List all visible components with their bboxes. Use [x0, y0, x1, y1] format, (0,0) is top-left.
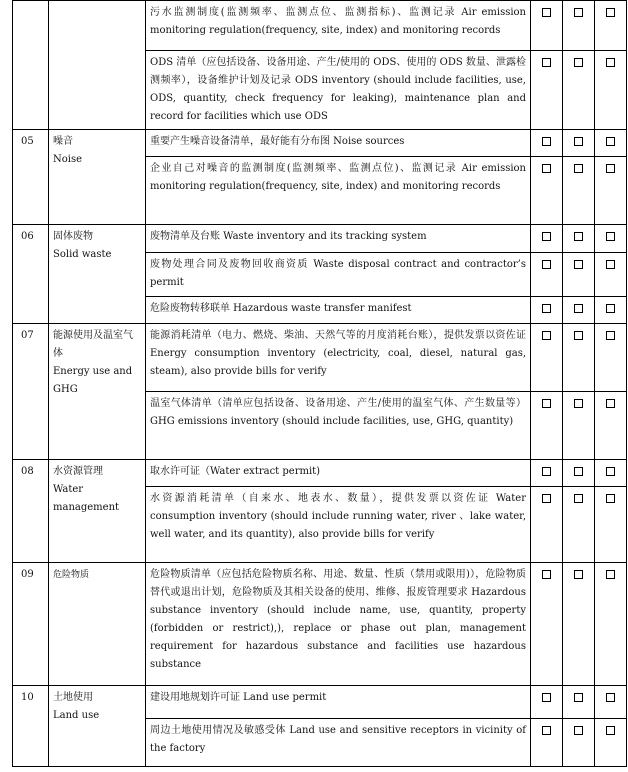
checkbox-cell	[531, 460, 563, 487]
checkbox-icon[interactable]	[574, 164, 583, 173]
category-en: Water management	[53, 484, 120, 513]
table-row	[13, 225, 627, 253]
requirement-text: 取水许可证（Water extract permit)	[146, 460, 531, 487]
checkbox-icon[interactable]	[542, 164, 551, 173]
checkbox-icon[interactable]	[606, 164, 615, 173]
checkbox-cell	[595, 225, 627, 253]
checkbox-cell	[531, 253, 563, 297]
category-en: Land use	[53, 710, 100, 721]
checkbox-cell	[531, 563, 563, 686]
requirement-text: 温室气体清单（清单应包括设备、设备用途、产生/使用的温室气体、产生数量等） GHG emissions inventory (should include facilities, use, GHG, quantity)	[146, 392, 531, 460]
checkbox-icon[interactable]	[606, 726, 615, 735]
checkbox-cell	[531, 487, 563, 563]
checkbox-cell	[595, 686, 627, 719]
checkbox-icon[interactable]	[606, 304, 615, 313]
checkbox-cell	[531, 157, 563, 225]
section-category	[49, 563, 146, 686]
checkbox-icon[interactable]	[574, 331, 583, 340]
table-row	[13, 324, 627, 392]
checkbox-cell	[563, 324, 595, 392]
checkbox-icon[interactable]	[606, 399, 615, 408]
checkbox-icon[interactable]	[606, 260, 615, 269]
checkbox-cell	[563, 686, 595, 719]
checkbox-icon[interactable]	[542, 693, 551, 702]
checkbox-cell	[531, 686, 563, 719]
checkbox-icon[interactable]	[542, 58, 551, 67]
checkbox-icon[interactable]	[574, 232, 583, 241]
checkbox-cell	[563, 51, 595, 130]
table-row	[13, 563, 627, 686]
checkbox-icon[interactable]	[606, 58, 615, 67]
checkbox-icon[interactable]	[574, 399, 583, 408]
checkbox-cell	[595, 460, 627, 487]
checkbox-cell	[563, 487, 595, 563]
checkbox-icon[interactable]	[574, 467, 583, 476]
checkbox-icon[interactable]	[542, 304, 551, 313]
checkbox-icon[interactable]	[574, 137, 583, 146]
category-zh: 噪音	[53, 136, 73, 147]
checkbox-cell	[595, 1, 627, 51]
checkbox-cell	[563, 225, 595, 253]
section-number: 07	[13, 324, 49, 460]
checkbox-cell	[595, 51, 627, 130]
checkbox-icon[interactable]	[542, 399, 551, 408]
checkbox-cell	[531, 297, 563, 324]
requirement-text: 废物处理合同及废物回收商资质 Waste disposal contract and contractor’s permit	[146, 253, 531, 297]
requirement-text: 能源消耗清单（电力、燃烧、柴油、天然气等的月度消耗台账），提供发票以资佐证 Energy consumption inventory (electricity, coal, diesel, natural gas, steam), also provide bills for verify	[146, 324, 531, 392]
checkbox-icon[interactable]	[606, 693, 615, 702]
checkbox-cell	[595, 392, 627, 460]
section-number: 05	[13, 130, 49, 225]
checkbox-cell	[531, 324, 563, 392]
section-number: 08	[13, 460, 49, 563]
checkbox-cell	[595, 719, 627, 767]
checkbox-icon[interactable]	[574, 58, 583, 67]
section-category	[49, 225, 146, 324]
checkbox-icon[interactable]	[542, 260, 551, 269]
requirement-text: 废物清单及台账 Waste inventory and its tracking system	[146, 225, 531, 253]
checkbox-icon[interactable]	[542, 570, 551, 579]
requirement-text: 建设用地规划许可证 Land use permit	[146, 686, 531, 719]
checkbox-cell	[595, 324, 627, 392]
checkbox-icon[interactable]	[574, 304, 583, 313]
checkbox-cell	[595, 487, 627, 563]
requirement-text: 企业自己对噪音的监测制度(监测频率、监测点位)、监测记录 Air emission monitoring regulation(frequency, site, index) and monitoring records	[146, 157, 531, 225]
checkbox-icon[interactable]	[574, 494, 583, 503]
category-zh: 土地使用	[53, 692, 93, 703]
section-number: 10	[13, 686, 49, 767]
checkbox-icon[interactable]	[542, 494, 551, 503]
table-row	[13, 686, 627, 719]
checkbox-cell	[531, 719, 563, 767]
checkbox-cell	[563, 1, 595, 51]
checkbox-icon[interactable]	[542, 331, 551, 340]
checkbox-icon[interactable]	[606, 570, 615, 579]
checkbox-cell	[563, 297, 595, 324]
checkbox-icon[interactable]	[574, 693, 583, 702]
checkbox-icon[interactable]	[606, 467, 615, 476]
table-row	[13, 1, 627, 51]
requirement-text: 危险物质清单（应包括危险物质名称、用途、数量、性质（禁用或限用)），危险物质替代或退出计划，危险物质及其相关设备的使用、维修、报废管理要求 Hazardous substance inventory (should include name, use, quantity, property (forbidden or restrict),), replace or phase out plan, management requirement for hazardous substance and facilities use hazardous substance	[146, 563, 531, 686]
checklist-body	[13, 1, 627, 767]
checkbox-icon[interactable]	[606, 137, 615, 146]
checkbox-cell	[595, 253, 627, 297]
section-number: 06	[13, 225, 49, 324]
section-category	[49, 324, 146, 460]
checkbox-cell	[563, 253, 595, 297]
checkbox-icon[interactable]	[606, 494, 615, 503]
checkbox-icon[interactable]	[606, 232, 615, 241]
checkbox-cell	[563, 130, 595, 157]
checkbox-cell	[595, 563, 627, 686]
checkbox-cell	[595, 157, 627, 225]
checkbox-icon[interactable]	[574, 260, 583, 269]
checkbox-icon[interactable]	[542, 8, 551, 17]
section-category	[49, 460, 146, 563]
checkbox-cell	[531, 225, 563, 253]
category-zh: 固体废物	[53, 231, 93, 242]
checkbox-cell	[563, 563, 595, 686]
category-en: Solid waste	[53, 249, 112, 260]
checkbox-icon[interactable]	[574, 726, 583, 735]
checkbox-icon[interactable]	[574, 8, 583, 17]
section-number: 09	[13, 563, 49, 686]
checkbox-icon[interactable]	[574, 570, 583, 579]
section-category	[49, 130, 146, 225]
checkbox-cell	[595, 130, 627, 157]
checkbox-cell	[531, 130, 563, 157]
table-row	[13, 460, 627, 487]
checkbox-icon[interactable]	[542, 467, 551, 476]
checkbox-cell	[595, 297, 627, 324]
checkbox-icon[interactable]	[606, 331, 615, 340]
checkbox-cell	[531, 51, 563, 130]
category-zh: 危险物质	[53, 570, 90, 580]
checkbox-icon[interactable]	[542, 232, 551, 241]
section-category	[49, 1, 146, 130]
checklist-table	[12, 0, 627, 767]
checkbox-icon[interactable]	[606, 8, 615, 17]
section-number	[13, 1, 49, 130]
checkbox-icon[interactable]	[542, 137, 551, 146]
checkbox-cell	[563, 157, 595, 225]
requirement-text: 危险废物转移联单 Hazardous waste transfer manifest	[146, 297, 531, 324]
requirement-text: ODS 清单（应包括设备、设备用途、产生/使用的 ODS、使用的 ODS 数量、泄露检测频率），设备维护计划及记录 ODS inventory (should include facilities, use, ODS, quantity, check frequency for leaking), maintenance plan and record for facilities which use ODS	[146, 51, 531, 130]
category-en: Noise	[53, 154, 83, 165]
requirement-text: 周边土地使用情况及敏感受体 Land use and sensitive receptors in vicinity of the factory	[146, 719, 531, 767]
table-row	[13, 130, 627, 157]
checkbox-cell	[563, 460, 595, 487]
requirement-text: 重要产生噪音设备清单，最好能有分布图 Noise sources	[146, 130, 531, 157]
section-category	[49, 686, 146, 767]
checkbox-cell	[563, 719, 595, 767]
checkbox-cell	[531, 392, 563, 460]
checkbox-icon[interactable]	[542, 726, 551, 735]
category-en: Energy use and GHG	[53, 366, 133, 395]
requirement-text: 污水监测制度(监测频率、监测点位、监测指标)、监测记录 Air emission monitoring regulation(frequency, site, index) and monitoring records	[146, 1, 531, 51]
requirement-text: 水资源消耗清单（自来水、地表水、数量），提供发票以资佐证 Water consumption inventory (should include running water, river 、lake water, well water, and its quantity), also provide bills for verify	[146, 487, 531, 563]
checkbox-cell	[563, 392, 595, 460]
category-zh: 能源使用及温室气体	[53, 330, 133, 359]
checkbox-cell	[531, 1, 563, 51]
category-zh: 水资源管理	[53, 466, 103, 477]
